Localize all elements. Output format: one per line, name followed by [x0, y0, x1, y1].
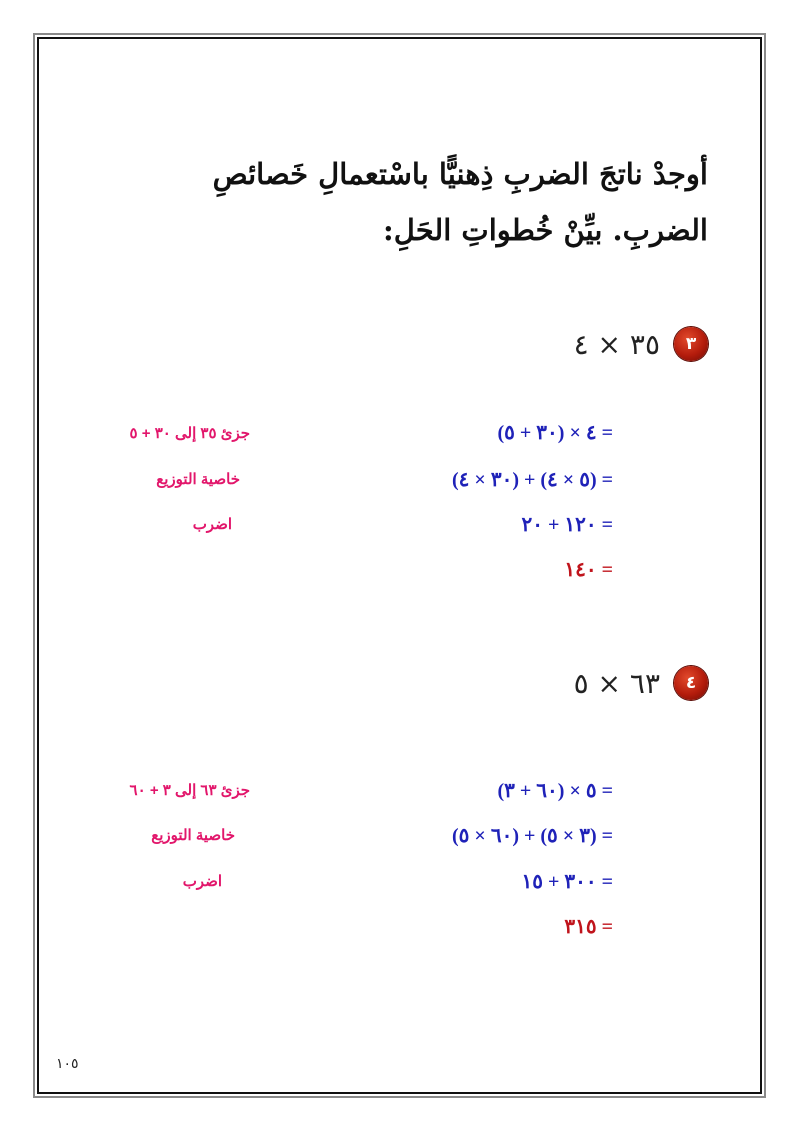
problem-4-header [574, 666, 708, 700]
instruction-line-2: الضربِ. بيِّنْ خُطواتِ الحَلِ: [383, 213, 708, 247]
note-distributive-property: خاصية التوزيع [156, 471, 240, 488]
problem-expression: ٦٣ × ٥ [573, 666, 660, 700]
instruction-line-1: أوجدْ ناتجَ الضربِ ذِهنيًّا باسْتعمالِ خَصائصِ [212, 157, 708, 191]
problem-expression: ٣٥ × ٤ [573, 327, 660, 361]
problem-3-header [574, 327, 708, 361]
note-distributive-property: خاصية التوزيع [151, 827, 235, 844]
final-answer: ١٤٠ = [564, 559, 613, 581]
step-2: (٣٠ × ٤) + (٥ × ٤) = [452, 469, 613, 491]
step-2: (٦٠ × ٥) + (٣ × ٥) = [452, 825, 613, 847]
problem-number-badge: ٣ [674, 327, 708, 361]
problem-number-badge: ٤ [674, 666, 708, 700]
step-1: (٣٠ + ٥) × ٤ = [497, 422, 613, 444]
step-3: ١٢٠ + ٢٠ = [521, 514, 613, 536]
note-multiply: اضرب [182, 873, 222, 890]
page-number: ١٠٥ [56, 1056, 79, 1072]
note-decompose: جزئ ٦٣ إلى ٣ + ٦٠ [129, 782, 250, 799]
step-3: ٣٠٠ + ١٥ = [521, 871, 613, 893]
final-answer: ٣١٥ = [564, 916, 613, 938]
note-multiply: اضرب [192, 516, 232, 533]
step-1: (٦٠ + ٣) × ٥ = [497, 780, 613, 802]
page-frame-inner [37, 37, 762, 1094]
note-decompose: جزئ ٣٥ إلى ٣٠ + ٥ [129, 425, 250, 442]
